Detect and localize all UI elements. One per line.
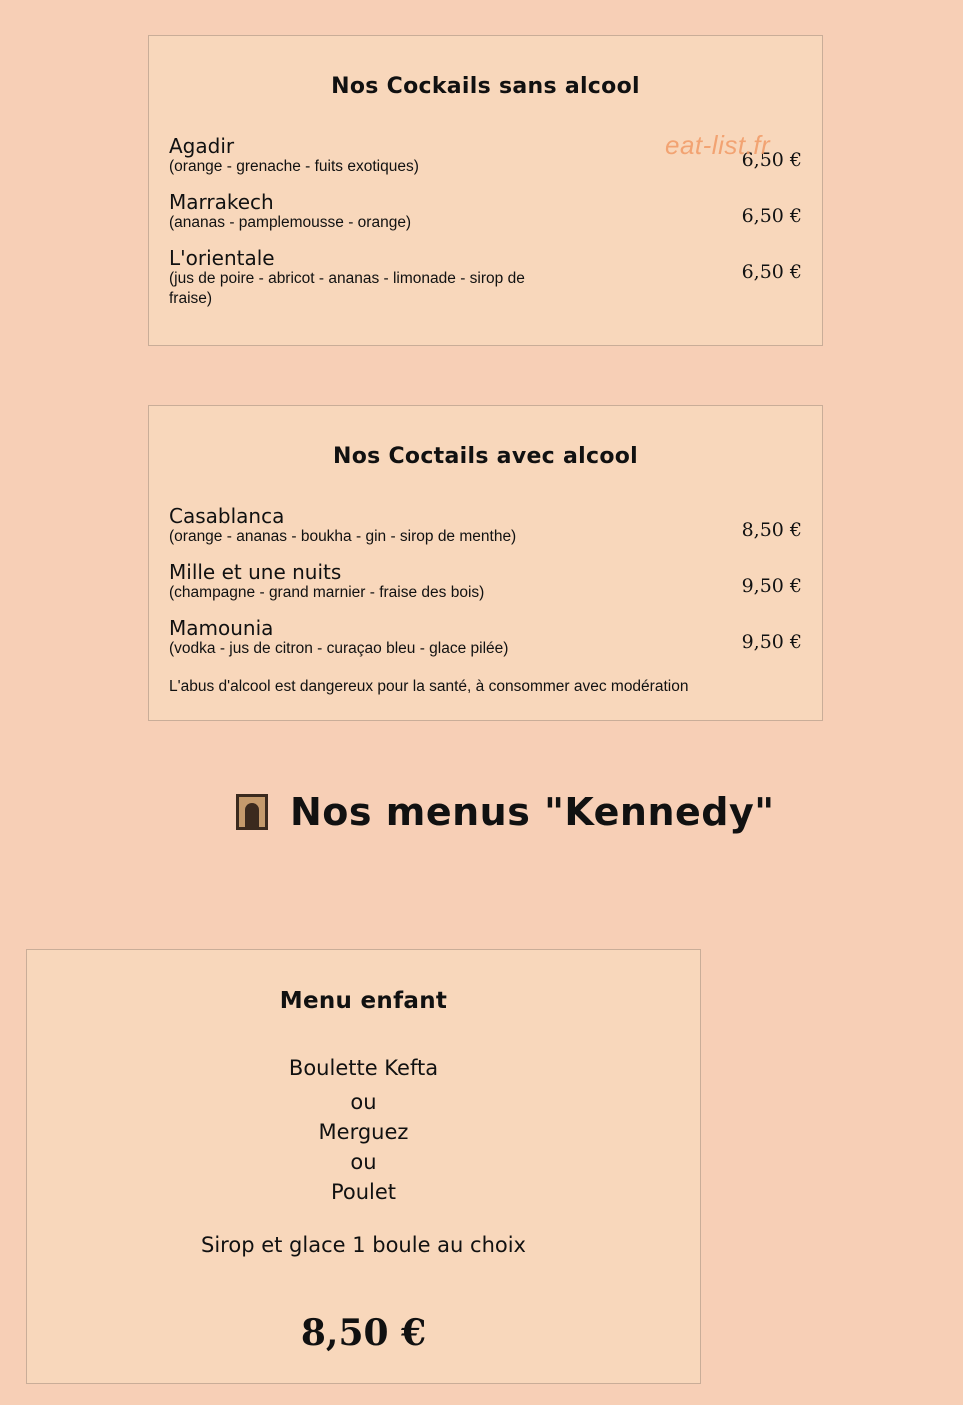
item-description: (champagne - grand marnier - fraise des bois)	[169, 584, 485, 601]
item-name: Mamounia	[169, 616, 274, 640]
item-description: (ananas - pamplemousse - orange)	[169, 214, 412, 231]
item-name: Marrakech	[169, 190, 274, 214]
card-title: Nos Coctails avec alcool	[333, 444, 638, 469]
item-price: 8,50 €	[741, 519, 802, 541]
menu-enfant-card	[26, 949, 701, 1384]
card-title: Menu enfant	[279, 988, 448, 1014]
menu-line: Boulette Kefta	[288, 1056, 439, 1080]
section-title: Nos menus "Kennedy"	[290, 790, 775, 834]
cocktails-avec-alcool-card	[148, 405, 823, 721]
menus-section-heading	[236, 790, 775, 834]
menu-item	[169, 505, 802, 547]
menu-item	[169, 247, 802, 309]
menu-item	[169, 617, 802, 659]
menu-dessert: Sirop et glace 1 boule au choix	[201, 1233, 526, 1257]
item-description: (orange - ananas - boukha - gin - sirop de menthe)	[169, 528, 517, 545]
item-price: 9,50 €	[741, 631, 802, 653]
item-description: (vodka - jus de citron - curaçao bleu - glace pilée)	[169, 640, 509, 657]
watermark: eat-list.fr	[665, 130, 771, 160]
menu-item	[169, 561, 802, 603]
item-name: Agadir	[169, 134, 235, 158]
card-title: Nos Cockails sans alcool	[331, 74, 640, 99]
menu-line: Merguez	[318, 1120, 409, 1144]
item-name: Mille et une nuits	[169, 560, 342, 584]
menu-line: Poulet	[330, 1180, 397, 1204]
item-name: Casablanca	[169, 504, 285, 528]
cocktails-sans-alcool-card	[148, 35, 823, 346]
item-description: (jus de poire - abricot - ananas - limonade - sirop de fraise)	[169, 270, 525, 307]
menu-line: ou	[350, 1090, 377, 1114]
door-icon	[236, 794, 268, 830]
item-description: (orange - grenache - fuits exotiques)	[169, 158, 419, 175]
item-price: 9,50 €	[741, 575, 802, 597]
menu-price: 8,50 €	[300, 1312, 427, 1354]
menu-item	[169, 191, 802, 233]
item-price: 6,50 €	[741, 205, 802, 227]
menu-line: ou	[350, 1150, 377, 1174]
alcohol-disclaimer: L'abus d'alcool est dangereux pour la santé, à consommer avec modération	[169, 678, 689, 695]
item-name: L'orientale	[169, 246, 275, 270]
item-price: 6,50 €	[741, 261, 802, 283]
item-price: 6,50 €	[741, 149, 802, 171]
